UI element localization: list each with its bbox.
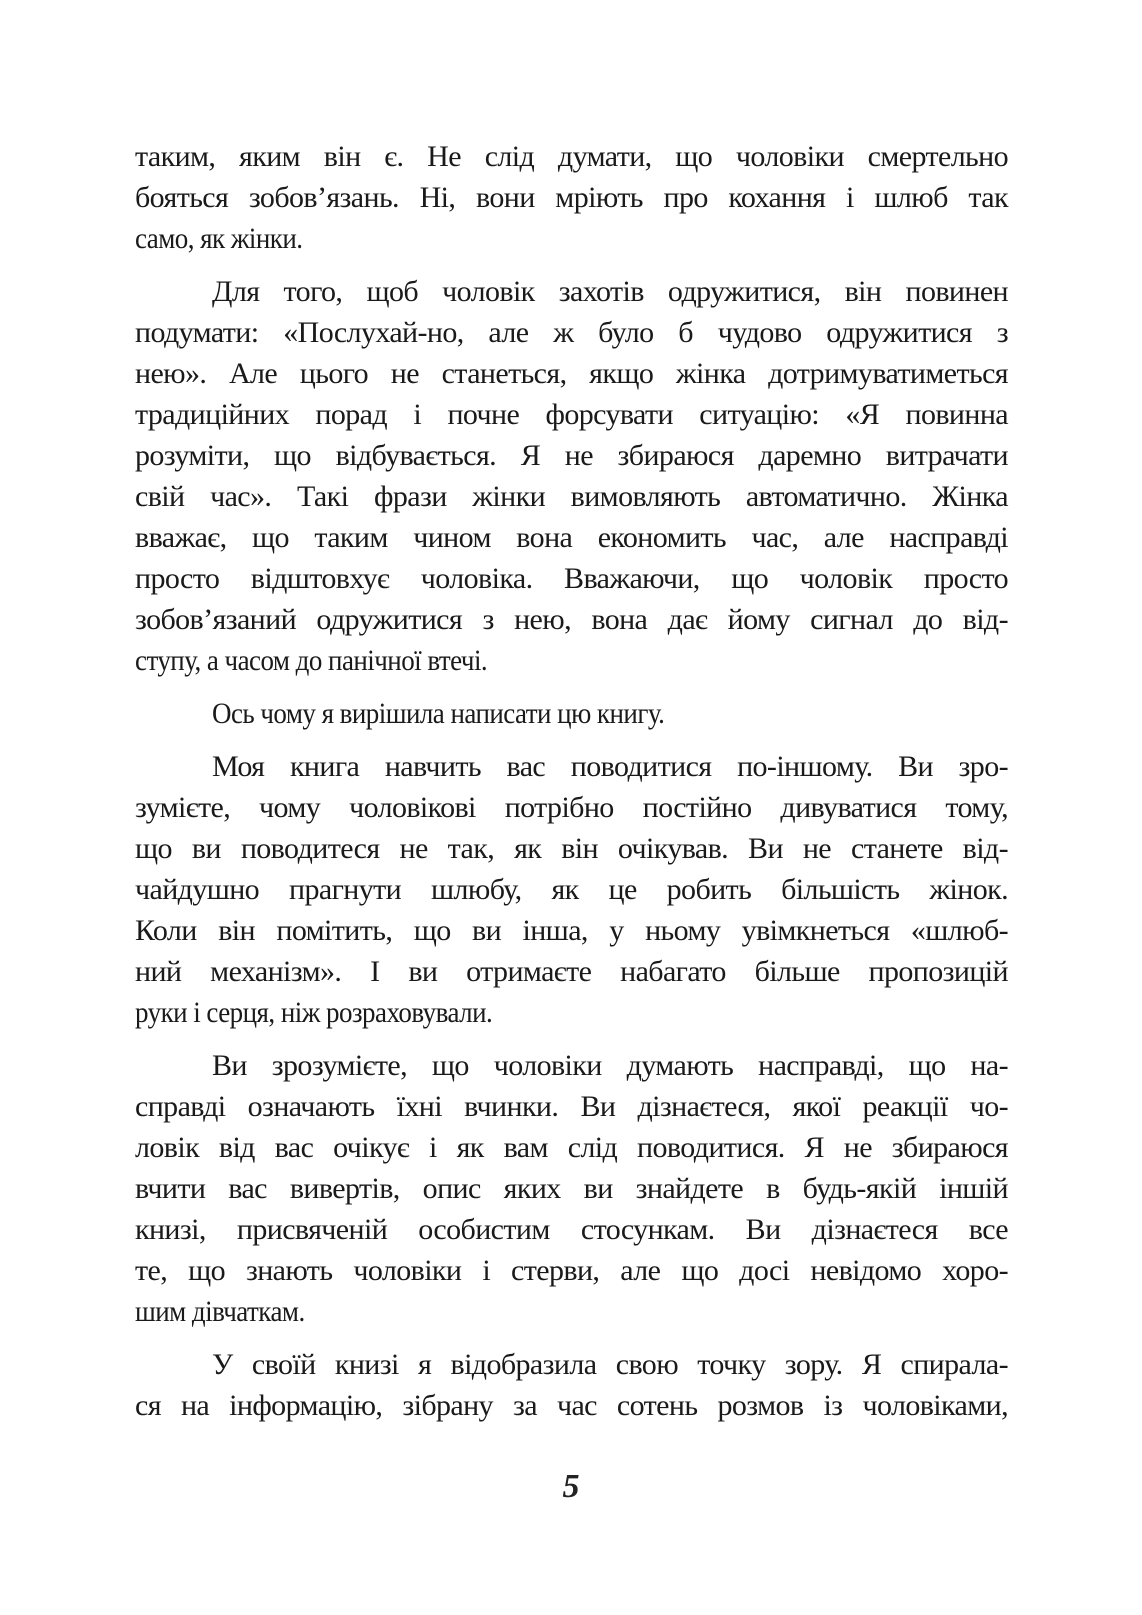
text-line: Ось чому я вирішила написати цю книгу.	[211, 697, 665, 730]
text-line: що ви поводитеся не так, як він очікував. Ви не станете від-	[135, 832, 1008, 865]
paragraph-1	[135, 136, 1008, 259]
text-line: справді означають їхні вчинки. Ви дізнаєтеся, якої реакції чо-	[135, 1090, 1008, 1123]
text-line: ступу, а часом до панічної втечі.	[135, 644, 488, 677]
text-line: Коли він помітить, що ви інша, у ньому увімкнеться «шлюб-	[135, 914, 1008, 947]
paragraph-3	[135, 693, 1008, 734]
text-line: вважає, що таким чином вона економить час, але насправді	[135, 521, 1008, 554]
paragraph-4	[135, 746, 1008, 1033]
text-line: руки і серця, ніж розраховували.	[135, 996, 493, 1029]
text-line: само, як жінки.	[135, 222, 303, 255]
text-line: ний механізм». І ви отримаєте набагато більше пропозицій	[135, 955, 1008, 988]
text-line: У своїй книзі я відобразила свою точку зору. Я спирала-	[212, 1348, 1008, 1381]
text-line: Ви зрозумієте, що чоловіки думають насправді, що на-	[212, 1049, 1008, 1082]
text-line: Для того, щоб чоловік захотів одружитися, він повинен	[212, 275, 1008, 308]
text-line: свій час». Такі фрази жінки вимовляють автоматично. Жінка	[135, 480, 1008, 513]
paragraph-5	[135, 1045, 1008, 1332]
text-line: подумати: «Послухай-но, але ж було б чудово одружитися з	[135, 316, 1008, 349]
text-line: вчити вас вивертів, опис яких ви знайдете в будь-якій іншій	[135, 1172, 1008, 1205]
text-line: ся на інформацію, зібрану за час сотень розмов із чоловіками,	[135, 1389, 1008, 1422]
paragraph-6	[135, 1344, 1008, 1426]
text-line: зобов’язаний одружитися з нею, вона дає йому сигнал до від-	[135, 603, 1008, 636]
paragraph-2	[135, 271, 1008, 681]
page-number: 5	[562, 1468, 580, 1505]
text-line: ловік від вас очікує і як вам слід поводитися. Я не збираюся	[135, 1131, 1008, 1164]
text-line: нею». Але цього не станеться, якщо жінка дотримуватиметься	[135, 357, 1008, 390]
body-text	[135, 136, 1008, 1438]
text-line: зумієте, чому чоловікові потрібно постійно дивуватися тому,	[135, 791, 1008, 824]
text-line: традиційних порад і почне форсувати ситуацію: «Я повинна	[135, 398, 1008, 431]
text-line: чайдушно прагнути шлюбу, як це робить більшість жінок.	[135, 873, 1008, 906]
text-line: розуміти, що відбувається. Я не збираюся даремно витрачати	[135, 439, 1008, 472]
text-line: таким, яким він є. Не слід думати, що чоловіки смертельно	[135, 140, 1008, 173]
text-line: бояться зобов’язань. Ні, вони мріють про кохання і шлюб так	[135, 181, 1008, 214]
text-line: те, що знають чоловіки і стерви, але що досі невідомо хоро-	[135, 1254, 1008, 1287]
text-line: Моя книга навчить вас поводитися по-іншому. Ви зро-	[212, 750, 1008, 783]
text-line: шим дівчаткам.	[135, 1295, 305, 1328]
text-line: просто відштовхує чоловіка. Вважаючи, що чоловік просто	[135, 562, 1008, 595]
text-line: книзі, присвяченій особистим стосункам. Ви дізнаєтеся все	[135, 1213, 1008, 1246]
